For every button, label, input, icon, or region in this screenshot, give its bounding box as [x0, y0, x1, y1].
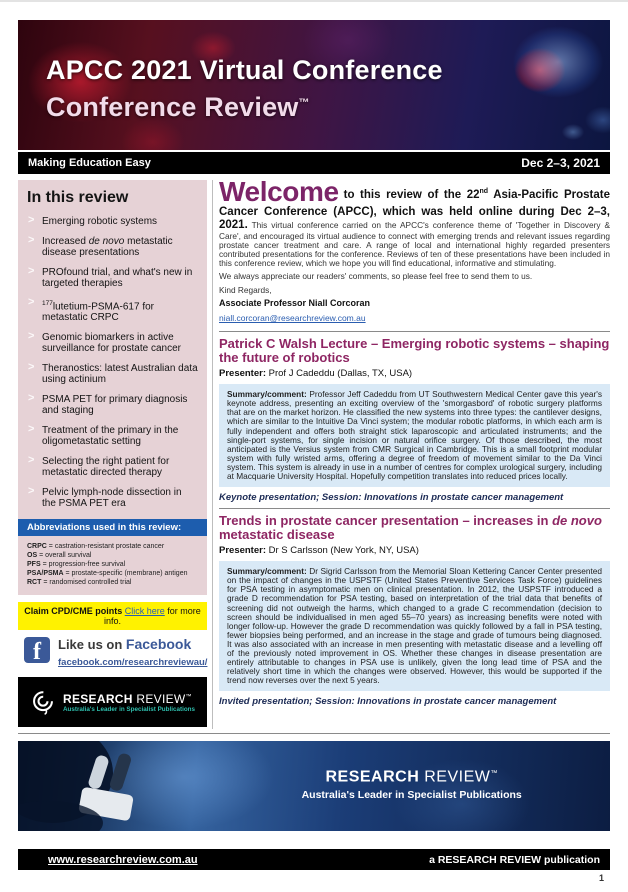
banner-brand-text: RESEARCH REVIEW™ Australia's Leader in Specialist Publications	[243, 765, 580, 801]
review-topic-item: > Theranostics: latest Australian data using actinium	[28, 361, 198, 386]
footer-divider	[18, 733, 610, 734]
research-review-swirl-icon	[30, 689, 56, 715]
review-topic-item: > PROfound trial, and what's new in targeted therapies	[28, 265, 193, 289]
conference-title: APCC 2021 Virtual Conference	[46, 55, 443, 85]
cpd-more-info-text: for more info.	[103, 606, 201, 627]
footer-bar	[18, 849, 610, 870]
review-topic-item: > Genomic biomarkers in active surveillance for prostate cancer	[28, 330, 181, 355]
facebook-block	[18, 637, 207, 670]
cpd-banner	[18, 602, 207, 630]
column-divider	[212, 180, 213, 729]
sidebar-title: In this review	[27, 189, 129, 206]
welcome-paragraph	[219, 178, 610, 268]
chevron-bullet-icon: >	[28, 330, 35, 343]
facebook-icon[interactable]: f	[24, 637, 50, 663]
microscope-scientist-image	[18, 741, 198, 831]
abbreviation-entry: RCT = randomised controlled trial	[27, 579, 132, 587]
presenter-line: Presenter: Dr S Carlsson (New York, NY, USA)	[219, 545, 419, 557]
footer-url-link[interactable]: www.researchreview.com.au	[48, 853, 198, 866]
chevron-bullet-icon: >	[28, 423, 35, 436]
chevron-bullet-icon: >	[28, 485, 35, 498]
research-review-logo-box	[18, 677, 207, 727]
chevron-bullet-icon: >	[28, 214, 35, 226]
banner-tagline: Australia's Leader in Specialist Publications	[301, 789, 522, 802]
abbreviations-list	[27, 536, 198, 587]
page-number: 1	[598, 873, 604, 883]
review-topic-item: > $^{177}$lutetium-PSMA-617 for metastatic CRPC	[28, 296, 155, 324]
session-line: Invited presentation; Session: Innovations in prostate cancer management	[219, 696, 557, 708]
review-topic-item: > PSMA PET for primary diagnosis and staging	[28, 392, 188, 417]
brand-banner-image	[18, 741, 610, 831]
kind-regards-line: Kind Regards,	[219, 284, 272, 295]
chevron-bullet-icon: >	[28, 361, 35, 374]
abbreviation-entry: CRPC = castration-resistant prostate cancer	[27, 543, 165, 551]
author-email-link[interactable]: niall.corcoran@researchreview.com.au	[219, 313, 366, 324]
facebook-text	[58, 637, 207, 670]
header-artwork-image	[18, 20, 610, 150]
welcome-body: This virtual conference carried on the APCC's conference theme of 'Together in Discovery & Care', and encouraged its virtual audience to connect with emerging trends and relevant issues regarding prostate cancer treatment and care. A range of local and international highly regarded presenters contributed presentations for the conference. Reviews of ten of these presentations have been included in this conference review, which we hope you will find educational, informative and stimulating.	[219, 220, 610, 269]
summary-box: Summary/comment: Dr Sigrid Carlsson from the Memorial Sloan Kettering Cancer Center presented on the impact of changes in the USPSTF (United States Preventive Services Task Force) guidelines for PSA testing in asymptomatic men on clinical presentation. In 2012, the USPSTF introduced a grade D recommendation for PSA testing, based on interpretation of the trial data that benefits of screening did not outweigh the harms, which changed to a grade C recommendation (decision to screen should be individualised in men aged 55–70 years) as increasing benefits were noted with longer follow-up. However the grade D recommendation was quickly followed by a fall in PSA testing, fewer biopsies being performed, and an increase in the stage and grade of tumours being diagnosed. It was also associated with an increase in men presenting with metastatic disease and a levelling off of the previously noted improvement in OS. Whether these changes in disease presentation are entirely attributable to changes in PSA use is unlikely, given the long lead time of PSA and the relatively short time in which the changes were observed. However, this would be supported if the trend now reverses over the next 5 years.	[219, 561, 610, 691]
chevron-bullet-icon: >	[28, 454, 35, 467]
session-line: Keynote presentation; Session: Innovations in prostate cancer management	[219, 492, 564, 504]
logo-text: RESEARCH REVIEW™ Australia's Leader in Specialist Publications	[62, 691, 196, 713]
cpd-label: Claim CPD/CME points	[24, 606, 123, 617]
readers-comments-line: We always appreciate our readers' comments, so please feel free to send them to us.	[219, 271, 533, 282]
section-divider	[219, 331, 610, 332]
sidebar	[18, 180, 207, 727]
chevron-bullet-icon: >	[28, 234, 35, 246]
main-content	[219, 178, 610, 707]
welcome-word: Welcome	[219, 176, 339, 207]
presenter-line: Presenter: Prof J Cadeddu (Dallas, TX, USA)	[219, 368, 413, 380]
article-section-1	[219, 337, 610, 503]
abbreviation-entry: PSA/PSMA = prostate-specific (membrane) antigen	[27, 570, 188, 578]
meta-bar	[18, 152, 610, 174]
facebook-url-link[interactable]: facebook.com/researchreviewau/	[58, 657, 208, 669]
facebook-brand: Facebook	[125, 636, 192, 653]
chevron-bullet-icon: >	[28, 392, 35, 405]
in-this-review-box	[18, 180, 207, 595]
chevron-bullet-icon: >	[28, 296, 35, 308]
review-topic-item: > Selecting the right patient for metastatic directed therapy	[28, 454, 170, 479]
summary-box: Summary/comment: Professor Jeff Cadeddu from UT Southwestern Medical Center gave this year's keynote address, presenting an exciting overview of the 'smorgasbord' of robotic surgery platforms that are on the market horizon. He classified the new systems into three types: the cantilever designs, which are similar to the Intuitive Da Vinci system; the modular robotic platforms, in which each arm is fully independent and offers both straight stick laparoscopic and articulated instruments; and the single-port systems, for single incision or natural orifice surgery. Of those described, the most anticipated is the Versius system from CMR Surgical in Cambridge. This is a small footprint modular system with fully wristed arms, offering a degree of freedom of movement similar to the Da Vinci system. This system is already in use in a number of centres for complex urological surgery, including at Macquarie University Hospital. Hopefully competition translates into reduced prices locally.	[219, 384, 610, 487]
review-topics-list	[27, 216, 198, 509]
article-title: Patrick C Walsh Lecture – Emerging robotic systems – shaping the future of robotics	[219, 336, 610, 366]
review-topic-item: > Increased de novo metastatic disease presentations	[28, 234, 173, 258]
article-title: Trends in prostate cancer presentation – increases in de novo metastatic disease	[219, 513, 602, 543]
chevron-bullet-icon: >	[28, 265, 35, 277]
article-section-2	[219, 514, 610, 707]
abbreviation-entry: OS = overall survival	[27, 552, 92, 560]
review-topic-item: > Pelvic lymph-node dissection in the PSMA PET era	[28, 485, 182, 510]
author-name: Associate Professor Niall Corcoran	[219, 298, 371, 309]
publication-title: Conference Review™	[46, 92, 310, 122]
welcome-section	[219, 178, 610, 326]
like-us-text: Like us on Facebook	[58, 636, 192, 653]
cpd-click-here-link[interactable]: Click here	[124, 606, 165, 617]
section-divider	[219, 508, 610, 509]
logo-tagline: Australia's Leader in Specialist Publications	[62, 705, 196, 713]
review-topic-item: > Treatment of the primary in the oligometastatic setting	[28, 423, 179, 448]
abbreviation-entry: PFS = progression-free survival	[27, 561, 126, 569]
abbreviations-header: Abbreviations used in this review:	[18, 519, 207, 536]
trademark-symbol: ™	[298, 97, 310, 109]
masthead	[46, 54, 443, 124]
footer-publication-text: a RESEARCH REVIEW publication	[429, 853, 600, 866]
conference-dates: Dec 2–3, 2021	[521, 156, 600, 170]
welcome-lead: to this review of the 22nd Asia-Pacific Prostate Cancer Conference (APCC), which was held online during Dec 2–3, 2021.	[219, 188, 610, 231]
review-topic-item: > Emerging robotic systems	[28, 214, 158, 227]
tagline-text: Making Education Easy	[28, 157, 151, 169]
